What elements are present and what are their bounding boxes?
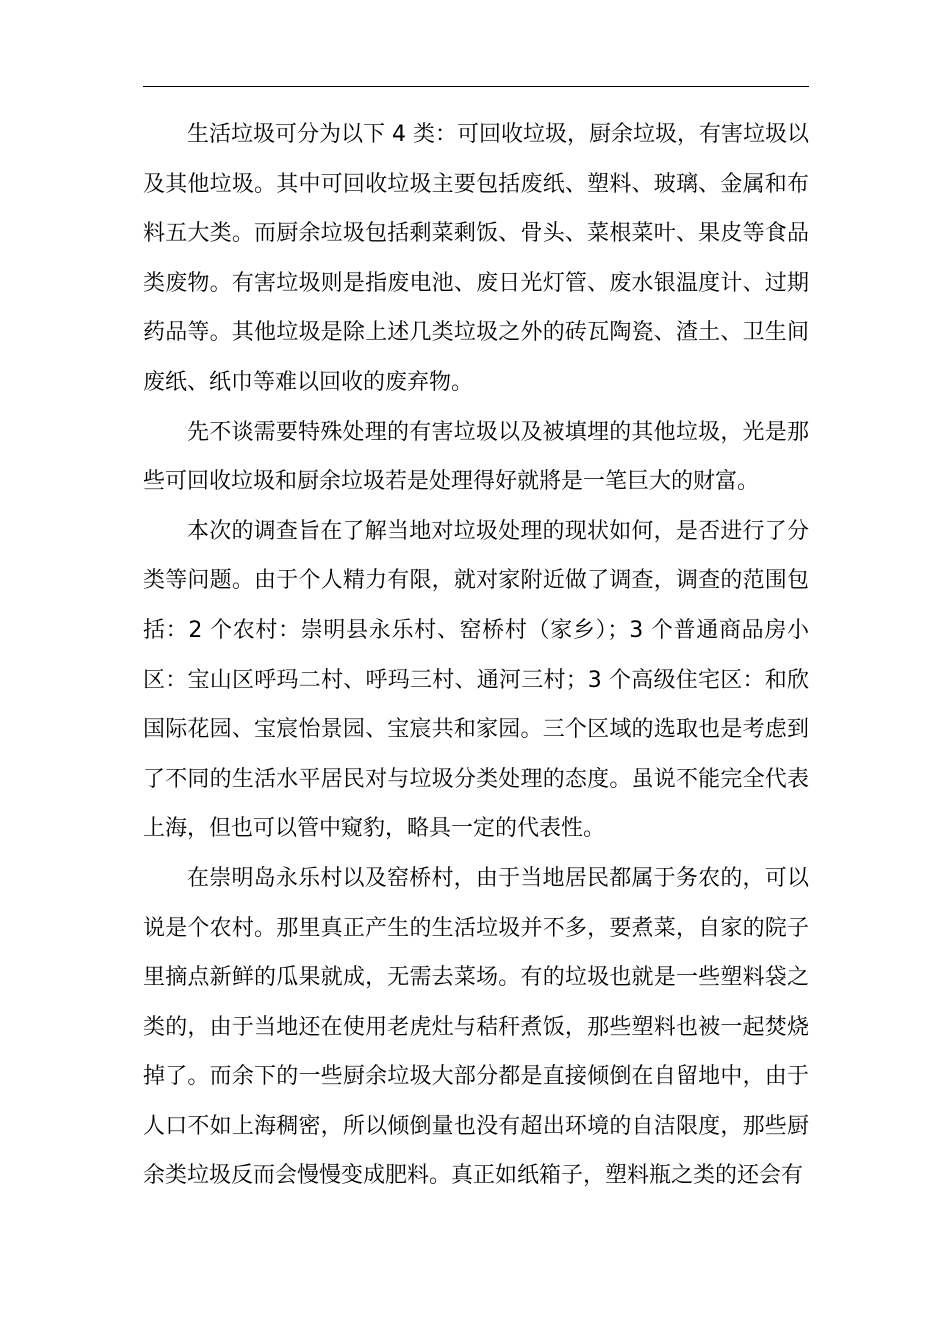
paragraph-waste-categories: 生活垃圾可分为以下 4 类：可回收垃圾，厨余垃圾，有害垃圾以及其他垃圾。其中可回收垃圾主要包括废纸、塑料、玻璃、金属和布料五大类。而厨余垃圾包括剩菜剩饭、骨头、菜根菜叶、果皮等食品类废物。有害垃圾则是指废电池、废日光灯管、废水银温度计、过期药品等。其他垃圾是除上述几类垃圾之外的砖瓦陶瓷、渣土、卫生间废纸、纸巾等难以回收的废弃物。 — [143, 122, 809, 395]
header-rule — [143, 86, 809, 87]
paragraph-survey-scope: 本次的调查旨在了解当地对垃圾处理的现状如何，是否进行了分类等问题。由于个人精力有限，就对家附近做了调查，调查的范围包括：2 个农村：崇明县永乐村、窑桥村（家乡）；3 个普通商品房小区：宝山区呼玛二村、呼玛三村、通河三村；3 个高级住宅区：和欣国际花园、宝宸怡景园、宝宸共和家园。三个区域的选取也是考虑到了不同的生活水平居民对与垃圾分类处理的态度。虽说不能完全代表上海，但也可以管中窥豹，略具一定的代表性。 — [143, 518, 809, 842]
paragraph-chongming-villages: 在崇明岛永乐村以及窑桥村，由于当地居民都属于务农的，可以说是个农村。那里真正产生的生活垃圾并不多，要煮菜，自家的院子里摘点新鲜的瓜果就成，无需去菜场。有的垃圾也就是一些塑料袋之类的，由于当地还在使用老虎灶与秸秆煮饭，那些塑料也被一起焚烧掉了。而余下的一些厨余垃圾大部分都是直接倾倒在自留地中，由于人口不如上海稠密，所以倾倒量也没有超出环境的自洁限度，那些厨余类垃圾反而会慢慢变成肥料。真正如纸箱子，塑料瓶之类的还会有 — [143, 865, 809, 1189]
paragraph-recyclable-value: 先不谈需要特殊处理的有害垃圾以及被填埋的其他垃圾，光是那些可回收垃圾和厨余垃圾若是处理得好就將是一笔巨大的财富。 — [143, 419, 809, 495]
document-body — [143, 110, 809, 1201]
